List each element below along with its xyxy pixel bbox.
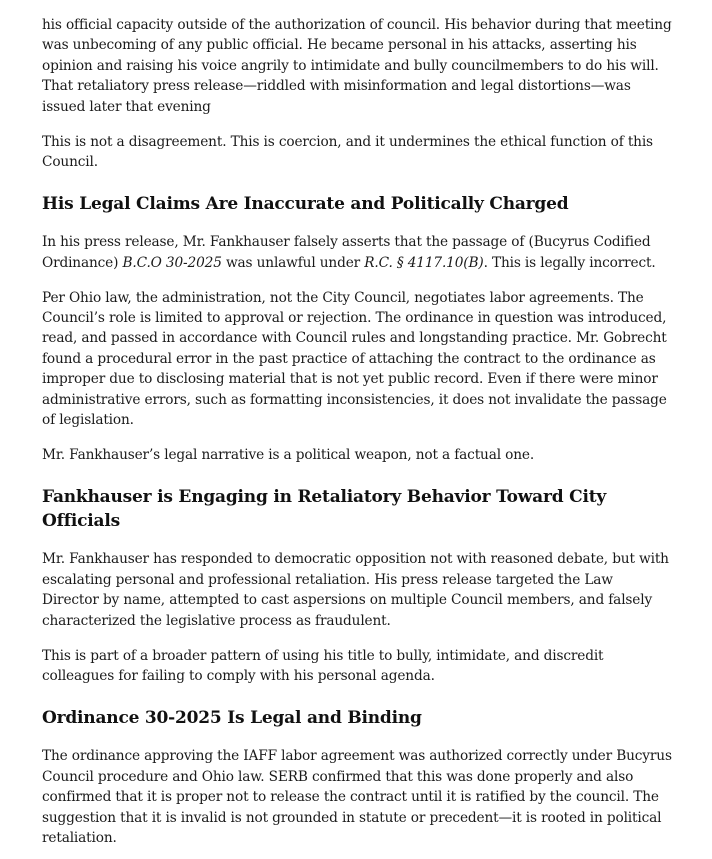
heading-retaliatory-behavior: Fankhauser is Engaging in Retaliatory Behavior Toward City Officials (42, 487, 607, 532)
intro-paragraph-1: his official capacity outside of the authorization of council. His behavior during that meeting was unbecoming of any public official. He became personal in his attacks, asserting his opinion and raising his voice angrily to intimidate and bully councilmembers to do his will. That retaliatory press release—riddled with misinformation and legal distortions—was issued later that evening (42, 17, 672, 115)
retaliation-paragraph-1: Mr. Fankhauser has responded to democratic opposition not with reasoned debate, but with escalating personal and professional retaliation. His press release targeted the Law Director by name, attempted to cast aspersions on multiple Council members, and falsely characterized the legislative process as fraudulent. (42, 551, 669, 629)
heading-ordinance-legal: Ordinance 30-2025 Is Legal and Binding (42, 708, 422, 729)
legal-paragraph-1-text-a: In his press release, Mr. Fankhauser falsely asserts that the passage of (Bucyrus Codified Ordinance) (42, 234, 651, 271)
ordinance-citation: B.C.O 30-2025 (122, 254, 222, 271)
legal-paragraph-1-text-c: . This is legally incorrect. (483, 254, 656, 271)
ordinance-paragraph-1: The ordinance approving the IAFF labor agreement was authorized correctly under Bucyrus Council procedure and Ohio law. SERB confirmed that this was done properly and also confirmed that it is proper not to release the contract until it is ratified by the council. The suggestion that it is invalid is not grounded in statute or precedent—it is rooted in political retaliation. (42, 748, 672, 846)
legal-paragraph-2: Per Ohio law, the administration, not the City Council, negotiates labor agreements. The Council’s role is limited to approval or rejection. The ordinance in question was introduced, read, and passed in accordance with Council rules and longstanding practice. Mr. Gobrecht found a procedural error in the past practice of attaching the contract to the ordinance as improper due to disclosing material that is not yet public record. Even if there were minor administrative errors, such as formatting inconsistencies, it does not invalidate the passage of legislation. (42, 289, 667, 429)
legal-paragraph-3: Mr. Fankhauser’s legal narrative is a political weapon, not a factual one. (42, 447, 535, 463)
statute-citation: R.C. § 4117.10(B) (364, 254, 484, 271)
legal-paragraph-1-text-b: was unlawful under (221, 254, 365, 271)
intro-paragraph-2: This is not a disagreement. This is coercion, and it undermines the ethical function of this Council. (42, 133, 653, 170)
heading-legal-claims: His Legal Claims Are Inaccurate and Politically Charged (42, 194, 569, 215)
document-page (42, 15, 672, 848)
retaliation-paragraph-2: This is part of a broader pattern of using his title to bully, intimidate, and discredit colleagues for failing to comply with his personal agenda. (42, 647, 604, 684)
legal-paragraph-1 (42, 232, 672, 273)
